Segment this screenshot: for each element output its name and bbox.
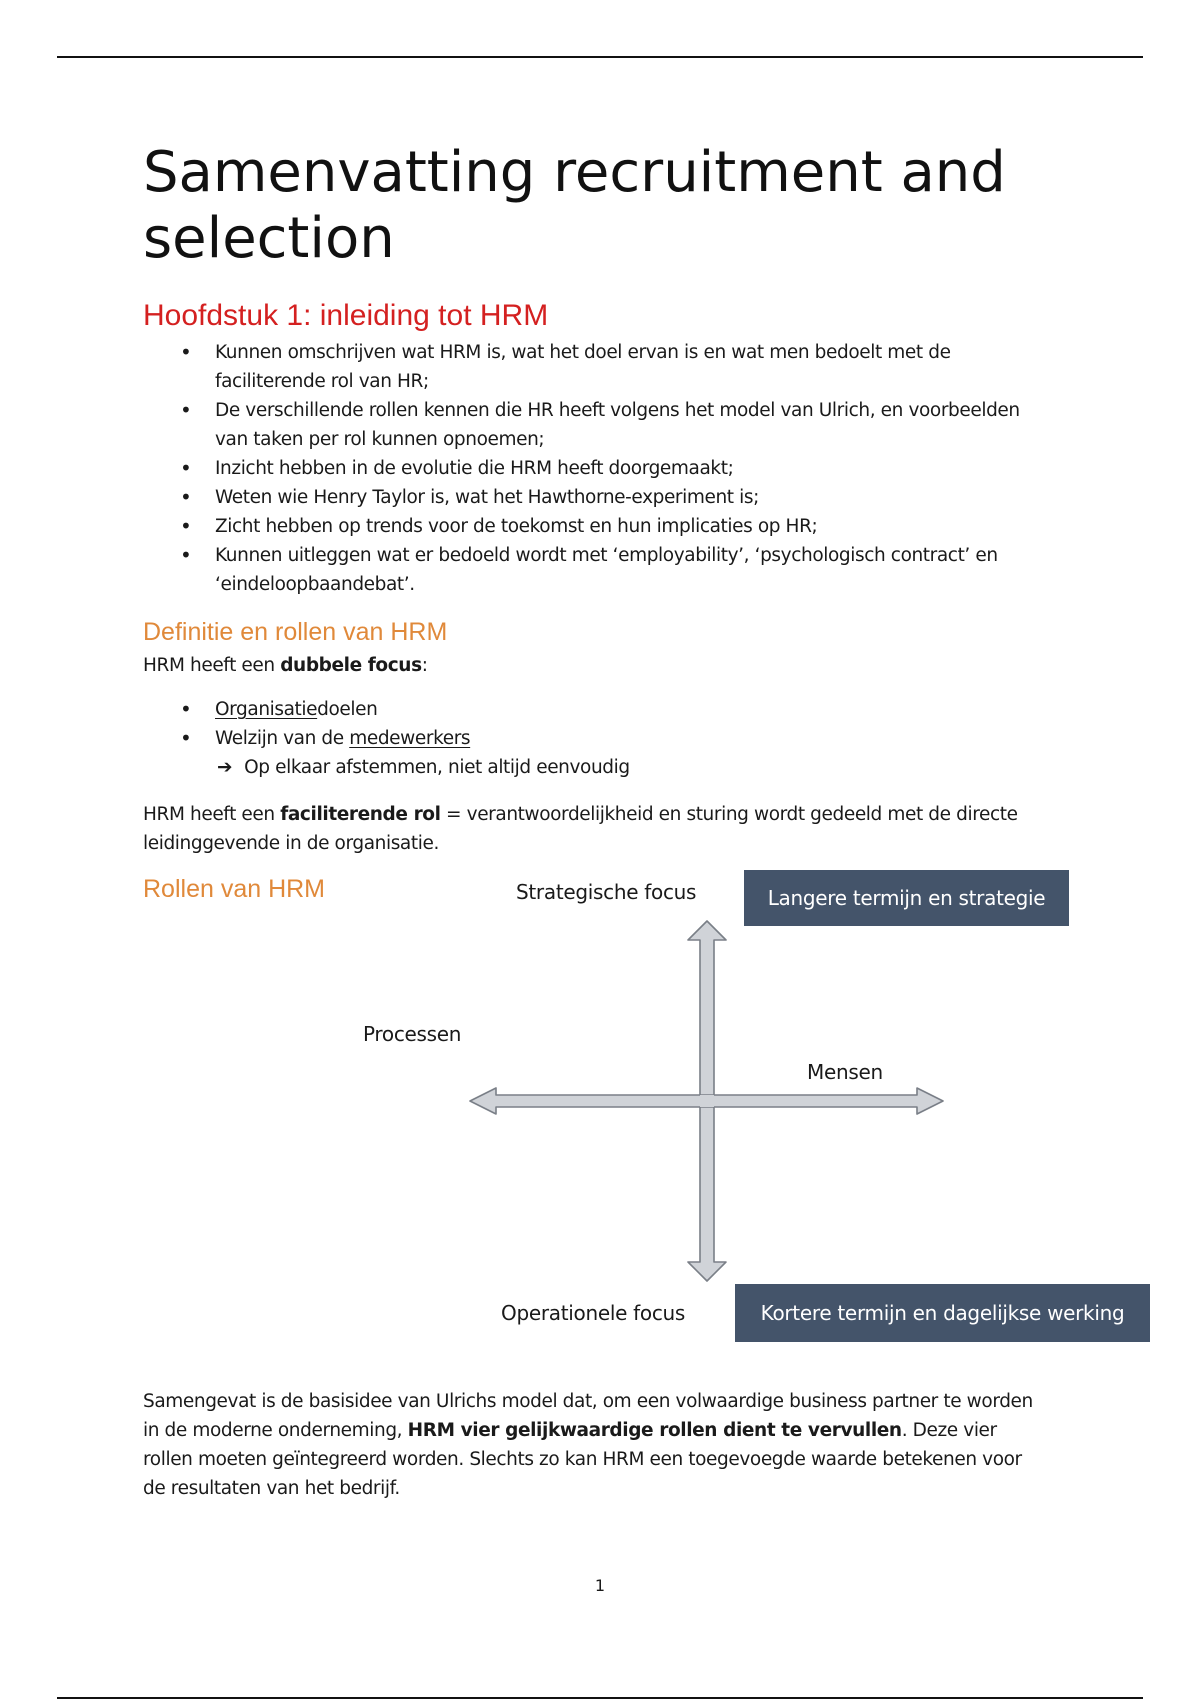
list-item: • Inzicht hebben in de evolutie die HRM heeft doorgemaakt; [143, 454, 1043, 483]
bold-text: dubbele focus [280, 655, 422, 676]
list-item: • Kunnen uitleggen wat er bedoeld wordt met ‘employability’, ‘psychologisch contract’ en ‘eindeloopbaandebat’. [143, 541, 1043, 599]
list-item: • De verschillende rollen kennen die HR heeft volgens het model van Ulrich, en voorbeelden van taken per rol kunnen opnoemen; [143, 396, 1043, 454]
summary-paragraph [143, 1387, 1043, 1503]
chapter-heading: Hoofdstuk 1: inleiding tot HRM [143, 299, 549, 332]
footer-rule [57, 1697, 1143, 1699]
text-run: . Deze vier rollen moeten geïntegreerd worden. Slechts zo kan HRM een toegevoegde waarde betekenen voor de resultaten van het bedrijf. [143, 1420, 1022, 1499]
text-run: Samengevat is de basisidee van Ulrichs model dat, om een volwaardige business partner te worden in de moderne onderneming, [143, 1391, 1033, 1441]
list-item: • Weten wie Henry Taylor is, wat het Hawthorne-experiment is; [143, 483, 1043, 512]
underlined-text: medewerkers [349, 728, 471, 749]
bold-text: HRM vier gelijkwaardige rollen dient te vervullen [407, 1420, 902, 1441]
definitie-heading: Definitie en rollen van HRM [143, 618, 448, 646]
underlined-text: Organisatie [215, 699, 318, 720]
axis-center [700, 1095, 714, 1107]
text-run: HRM heeft een [143, 804, 281, 825]
text-run: HRM heeft een [143, 655, 281, 676]
mensen-label: Mensen [807, 1060, 883, 1084]
document-title: Samenvatting recruitment and selection [143, 140, 1006, 271]
kortere-termijn-box: Kortere termijn en dagelijkse werking [735, 1284, 1150, 1342]
arrow-note-text: Op elkaar afstemmen, niet altijd eenvoudig [244, 757, 630, 778]
operationele-focus-label: Operationele focus [501, 1301, 686, 1325]
rollen-heading: Rollen van HRM [143, 875, 326, 903]
langere-termijn-box: Langere termijn en strategie [744, 870, 1069, 926]
page-number: 1 [594, 1576, 606, 1595]
text-run: = verantwoordelijkheid en sturing wordt gedeeld met de directe leidinggevende in de organisatie. [143, 804, 1018, 854]
strategische-focus-label: Strategische focus [516, 880, 697, 904]
right-arrow-icon: ➔ [217, 757, 233, 778]
processen-label: Processen [363, 1022, 462, 1046]
text-run: doelen [317, 699, 378, 720]
text-run: : [421, 655, 428, 676]
text-run: Welzijn van de [215, 728, 350, 749]
list-item: • Kunnen omschrijven wat HRM is, wat het doel ervan is en wat men bedoelt met de faciliterende rol van HR; [143, 338, 1043, 396]
list-item: • Zicht hebben op trends voor de toekomst en hun implicaties op HR; [143, 512, 1043, 541]
bold-text: faciliterende rol [280, 804, 441, 825]
